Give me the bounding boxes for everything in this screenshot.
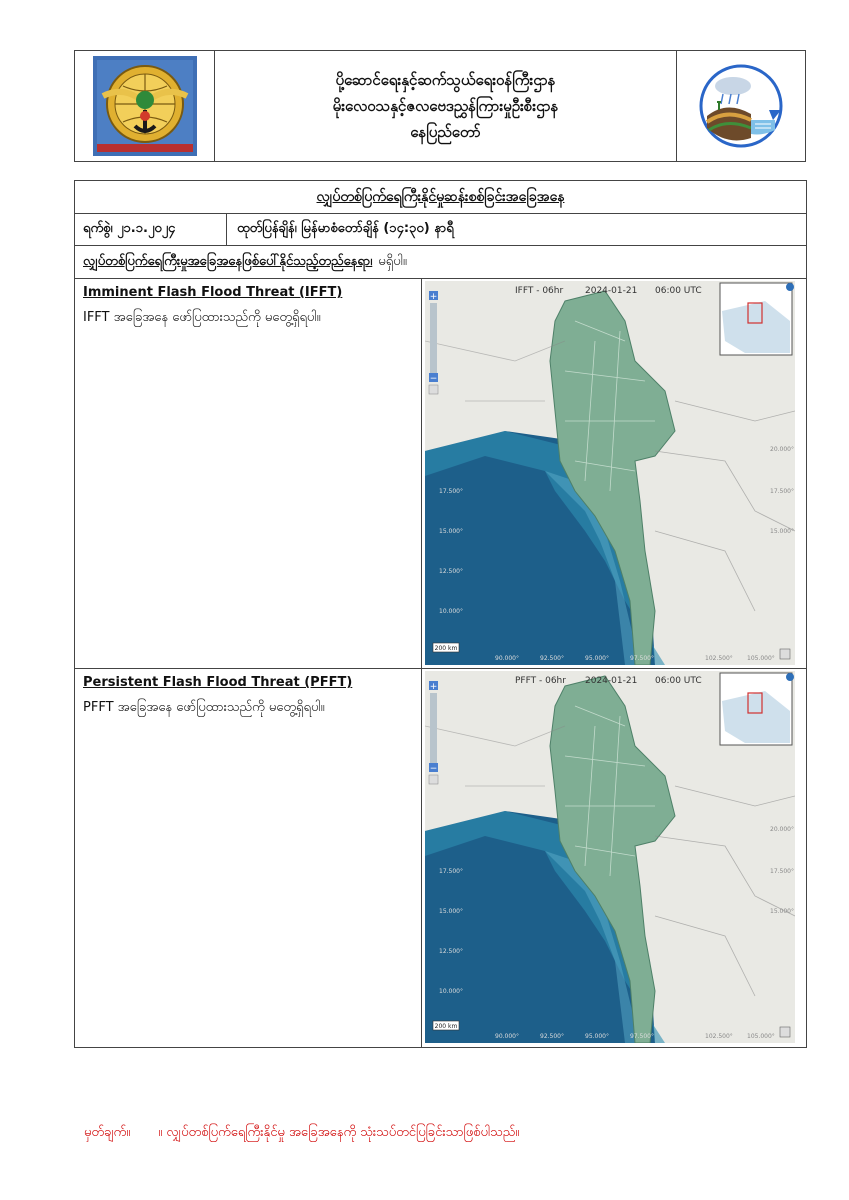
pfft-lat-label: 10.000° xyxy=(439,988,463,995)
hydrology-logo-cell xyxy=(677,51,805,161)
pfft-map-time: 06:00 UTC xyxy=(655,676,702,686)
pfft-zoom-slider[interactable] xyxy=(430,693,437,763)
ifft-map[interactable] xyxy=(425,281,795,665)
footnote-label: မှတ်ချက်။ xyxy=(84,1125,131,1140)
possible-places-value: မရှိပါ။ xyxy=(378,253,407,269)
pfft-lon-label: 102.500° xyxy=(705,1033,733,1040)
possible-places-row xyxy=(75,246,806,279)
ifft-lon-label: 90.000° xyxy=(495,655,519,662)
svg-text:+: + xyxy=(429,682,438,692)
ifft-inset-toggle-icon[interactable] xyxy=(786,283,794,291)
ministry-logo-icon xyxy=(93,56,197,156)
table-title: လျှပ်တစ်ပြက်ရေကြီးနိုင်မှုဆန်းစစ်ခြင်းအခြေအနေ xyxy=(75,181,806,214)
pfft-lon-label: 97.500° xyxy=(630,1033,654,1040)
pfft-lat-label: 15.000° xyxy=(439,908,463,915)
pfft-text: PFFT အခြေအနေ ဖော်ပြထားသည်ကို မတွေ့ရှိရပါ။ xyxy=(83,700,325,715)
pfft-lon-label: 90.000° xyxy=(495,1033,519,1040)
ifft-section xyxy=(75,279,806,669)
ifft-right-lat-label: 17.500° xyxy=(770,488,794,495)
pfft-map-product: PFFT - 06hr xyxy=(515,676,566,686)
ifft-right-lat-label: 20.000° xyxy=(770,446,794,453)
date-cell: ရက်စွဲ၊ ၂၁.၁.၂၀၂၄ xyxy=(75,214,227,245)
ifft-lat-label: 17.500° xyxy=(439,488,463,495)
pfft-info-button[interactable] xyxy=(780,1027,790,1037)
ifft-right-lat-label: 15.000° xyxy=(770,528,794,535)
ifft-lon-label: 102.500° xyxy=(705,655,733,662)
ifft-lon-label: 97.500° xyxy=(630,655,654,662)
pfft-pan-button[interactable] xyxy=(429,775,438,784)
pfft-lat-label: 12.500° xyxy=(439,948,463,955)
pfft-lon-label: 95.000° xyxy=(585,1033,609,1040)
flash-flood-table xyxy=(74,180,807,1048)
ifft-scale-label: 200 km xyxy=(434,645,458,652)
department-name: မိုးလေဝသနှင့်ဇလဗေဒညွှန်ကြားမှုဦးစီးဌာန xyxy=(332,97,559,115)
pfft-inset-toggle-icon[interactable] xyxy=(786,673,794,681)
ifft-title: Imminent Flash Flood Threat (IFFT) xyxy=(83,285,343,300)
column-divider xyxy=(421,669,422,1047)
column-divider xyxy=(421,279,422,668)
ifft-lon-label: 92.500° xyxy=(540,655,564,662)
date-row xyxy=(75,214,806,246)
ministry-logo-cell xyxy=(75,51,215,161)
pfft-map-date: 2024-01-21 xyxy=(585,676,638,686)
document-header xyxy=(74,50,806,162)
possible-places-label: လျှပ်တစ်ပြက်ရေကြီးမှုအခြေအနေဖြစ်ပေါ်နိုင်သည့်တည်နေရာ၊ xyxy=(83,253,373,269)
ifft-map-product: IFFT - 06hr xyxy=(515,286,564,296)
ifft-map-date: 2024-01-21 xyxy=(585,286,638,296)
pfft-section xyxy=(75,669,806,1047)
ifft-lon-label: 95.000° xyxy=(585,655,609,662)
city-name: နေပြည်တော် xyxy=(410,123,481,141)
ifft-info-button[interactable] xyxy=(780,649,790,659)
ifft-text: IFFT အခြေအနေ ဖော်ပြထားသည်ကို မတွေ့ရှိရပါ။ xyxy=(83,310,321,325)
pfft-lon-label: 105.000° xyxy=(747,1033,775,1040)
pfft-title: Persistent Flash Flood Threat (PFFT) xyxy=(83,675,353,690)
pfft-scale-label: 200 km xyxy=(434,1023,458,1030)
issue-time-cell: ထုတ်ပြန်ချိန်၊ မြန်မာစံတော်ချိန် (၁၄:၃၀) နာရီ xyxy=(237,221,454,236)
pfft-map[interactable] xyxy=(425,671,795,1043)
pfft-right-lat-label: 17.500° xyxy=(770,868,794,875)
svg-text:+: + xyxy=(429,292,438,302)
pfft-lat-label: 17.500° xyxy=(439,868,463,875)
ifft-pan-button[interactable] xyxy=(429,385,438,394)
ifft-lat-label: 12.500° xyxy=(439,568,463,575)
ifft-lat-label: 15.000° xyxy=(439,528,463,535)
ministry-name: ပို့ဆောင်ရေးနှင့်ဆက်သွယ်ရေးဝန်ကြီးဌာန xyxy=(335,71,556,89)
ifft-zoom-slider[interactable] xyxy=(430,303,437,373)
svg-text:−: − xyxy=(429,374,438,384)
footnote-text: ။ လျှပ်တစ်ပြက်ရေကြီးနိုင်မှု အခြေအနေကို သုံးသပ်တင်ပြခြင်းသာဖြစ်ပါသည်။ xyxy=(158,1125,520,1140)
svg-text:−: − xyxy=(429,764,438,774)
footnote xyxy=(84,1124,543,1143)
pfft-lon-label: 92.500° xyxy=(540,1033,564,1040)
ifft-lat-label: 10.000° xyxy=(439,608,463,615)
water-cycle-logo-icon xyxy=(693,58,789,154)
pfft-right-lat-label: 20.000° xyxy=(770,826,794,833)
ifft-lon-label: 105.000° xyxy=(747,655,775,662)
ifft-map-time: 06:00 UTC xyxy=(655,286,702,296)
header-title-block xyxy=(215,51,677,161)
pfft-right-lat-label: 15.000° xyxy=(770,908,794,915)
